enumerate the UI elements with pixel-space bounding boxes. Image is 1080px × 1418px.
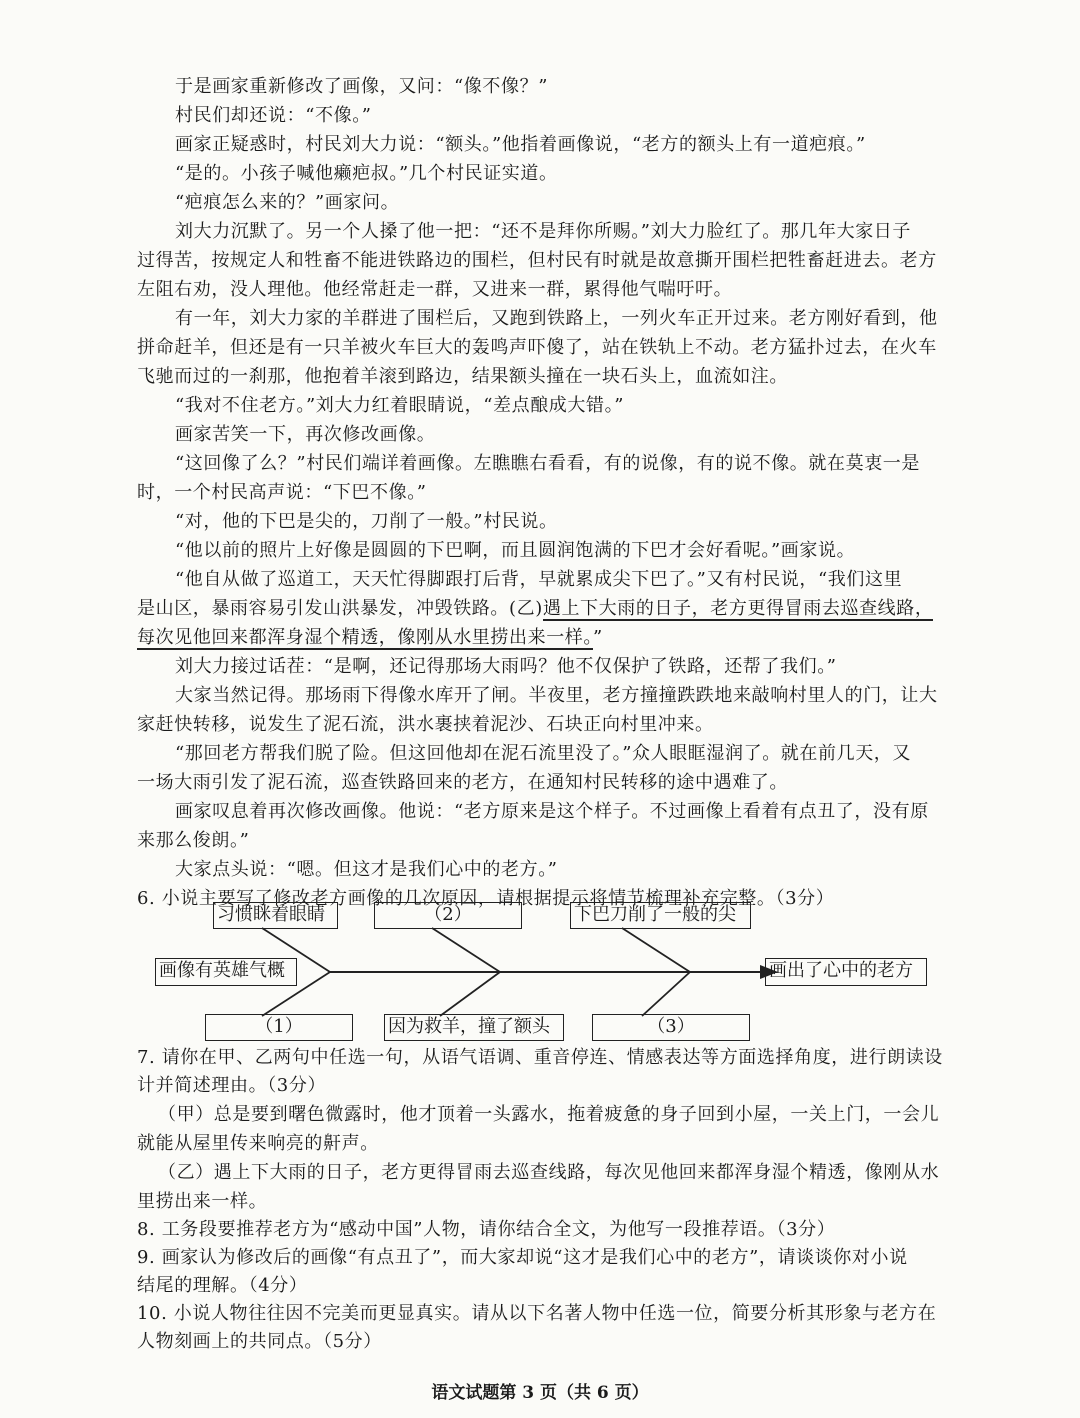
top-box-3: 下巴刀削了一般的尖 bbox=[570, 902, 751, 929]
bone-line bbox=[432, 928, 500, 972]
sentence-yi-cont: 里捞出来一样。 bbox=[137, 1191, 268, 1212]
story-line: 左阻右劝，没人理他。他经常赶走一群，又进来一群，累得他气喘吁吁。 bbox=[137, 279, 733, 300]
story-line: “他以前的照片上好像是圆圆的下巴啊，而且圆润饱满的下巴才会好看呢。”画家说。 bbox=[175, 540, 856, 561]
story-line: 有一年，刘大力家的羊群进了围栏后，又跑到铁路上，一列火车正开过来。老方刚好看到，他 bbox=[175, 308, 938, 329]
question-7-cont: 计并简述理由。（3分） bbox=[137, 1075, 327, 1096]
story-line: “那回老方帮我们脱了险。但这回他却在泥石流里没了。”众人眼眶湿润了。就在前几天，又 bbox=[175, 743, 911, 764]
story-line: “对，他的下巴是尖的，刀削了一般。”村民说。 bbox=[175, 511, 558, 532]
bone-line bbox=[622, 928, 690, 972]
story-line: “我对不住老方。”刘大力红着眼睛说，“差点酿成大错。” bbox=[175, 395, 625, 416]
story-line: 过得苦，按规定人和牲畜不能进铁路边的围栏，但村民有时就是故意撕开围栏把牲畜赶进去。老方 bbox=[137, 250, 937, 271]
story-line: 来那么俊朗。” bbox=[137, 830, 250, 851]
question-6: 6. 小说主要写了修改老方画像的几次原因，请根据提示将情节梳理补充完整。（3分） bbox=[137, 888, 835, 909]
story-line: 大家当然记得。那场雨下得像水库开了闸。半夜里，老方撞撞跌跌地来敲响村里人的门，让大 bbox=[175, 685, 938, 706]
story-line: 一场大雨引发了泥石流，巡查铁路回来的老方，在通知村民转移的途中遇难了。 bbox=[137, 772, 788, 793]
story-line: 家赶快转移，说发生了泥石流，洪水裹挟着泥沙、石块正向村里冲来。 bbox=[137, 714, 714, 735]
sentence-yi: （乙）遇上下大雨的日子，老方更得冒雨去巡查线路，每次见他回来都浑身湿个精透，像刚从水 bbox=[158, 1162, 940, 1183]
bottom-box-3-blank[interactable]: （3） bbox=[592, 1014, 750, 1041]
story-line: 刘大力接过话茬：“是啊，还记得那场大雨吗？他不仅保护了铁路，还帮了我们。” bbox=[175, 656, 837, 677]
top-box-1: 习惯眯着眼睛 bbox=[213, 902, 338, 929]
story-line: 大家点头说：“嗯。但这才是我们心中的老方。” bbox=[175, 859, 558, 880]
story-line-part: ” bbox=[593, 627, 603, 648]
head-box: 画像有英雄气概 bbox=[155, 958, 297, 986]
bottom-box-2: 因为救羊，撞了额头 bbox=[384, 1014, 564, 1041]
story-line: “这回像了么？”村民们端详着画像。左瞧瞧右看看，有的说像，有的说不像。就在莫衷一是 bbox=[175, 453, 920, 474]
story-line: 画家叹息着再次修改画像。他说：“老方原来是这个样子。不过画像上看着有点丑了，没有原 bbox=[175, 801, 929, 822]
question-10-cont: 人物刻画上的共同点。（5分） bbox=[137, 1331, 382, 1352]
bone-line bbox=[440, 972, 500, 1016]
question-10: 10. 小说人物往往因不完美而更显真实。请从以下名著人物中任选一位，简要分析其形象与老方在 bbox=[137, 1303, 937, 1324]
story-line: 飞驰而过的一刹那，他抱着羊滚到路边，结果额头撞在一块石头上，血流如注。 bbox=[137, 366, 788, 387]
sentence-jia-cont: 就能从屋里传来响亮的鼾声。 bbox=[137, 1133, 379, 1154]
story-line: 刘大力沉默了。另一个人搡了他一把：“还不是拜你所赐。”刘大力脸红了。那几年大家日子 bbox=[175, 221, 911, 242]
story-line: 拼命赶羊，但还是有一只羊被火车巨大的轰鸣声吓傻了，站在铁轨上不动。老方猛扑过去，在火车 bbox=[137, 337, 937, 358]
story-line: “他自从做了巡道工，天天忙得脚跟打后背，早就累成尖下巴了。”又有村民说，“我们这里 bbox=[175, 569, 903, 590]
question-8: 8. 工务段要推荐老方为“感动中国”人物，请你结合全文，为他写一段推荐语。（3分） bbox=[137, 1219, 836, 1240]
story-line: 时，一个村民高声说：“下巴不像。” bbox=[137, 482, 427, 503]
underlined-sentence-yi: 每次见他回来都浑身湿个精透，像刚从水里捞出来一样。 bbox=[137, 627, 593, 648]
underlined-sentence-yi: 遇上下大雨的日子，老方更得冒雨去巡查线路， bbox=[542, 598, 934, 619]
story-line-part: 是山区，暴雨容易引发山洪暴发，冲毁铁路。(乙) bbox=[137, 598, 543, 619]
story-line: “疤痕怎么来的？”画家问。 bbox=[175, 192, 400, 213]
top-box-2-blank[interactable]: （2） bbox=[374, 902, 522, 929]
story-line: 于是画家重新修改了画像，又问：“像不像？” bbox=[175, 76, 549, 97]
question-7: 7. 请你在甲、乙两句中任选一句，从语气语调、重音停连、情感表达等方面选择角度，进行朗读设 bbox=[137, 1047, 943, 1068]
question-9: 9. 画家认为修改后的画像“有点丑了”，而大家却说“这才是我们心中的老方”，请谈谈你对小说 bbox=[137, 1247, 908, 1268]
bottom-box-1-blank[interactable]: （1） bbox=[205, 1014, 353, 1041]
bone-line bbox=[642, 972, 690, 1016]
tail-box: 画出了心中的老方 bbox=[765, 958, 927, 986]
story-line: 画家正疑惑时，村民刘大力说：“额头。”他指着画像说，“老方的额头上有一道疤痕。” bbox=[175, 134, 866, 155]
story-line: “是的。小孩子喊他癞疤叔。”几个村民证实道。 bbox=[175, 163, 558, 184]
question-9-cont: 结尾的理解。（4分） bbox=[137, 1275, 308, 1296]
story-line: 画家苦笑一下，再次修改画像。 bbox=[175, 424, 436, 445]
sentence-jia: （甲）总是要到曙色微露时，他才顶着一头露水，拖着疲惫的身子回到小屋，一关上门，一会儿 bbox=[158, 1104, 940, 1125]
story-line: 村民们却还说：“不像。” bbox=[175, 105, 372, 126]
page-footer: 语文试题第 3 页（共 6 页） bbox=[431, 1383, 649, 1403]
